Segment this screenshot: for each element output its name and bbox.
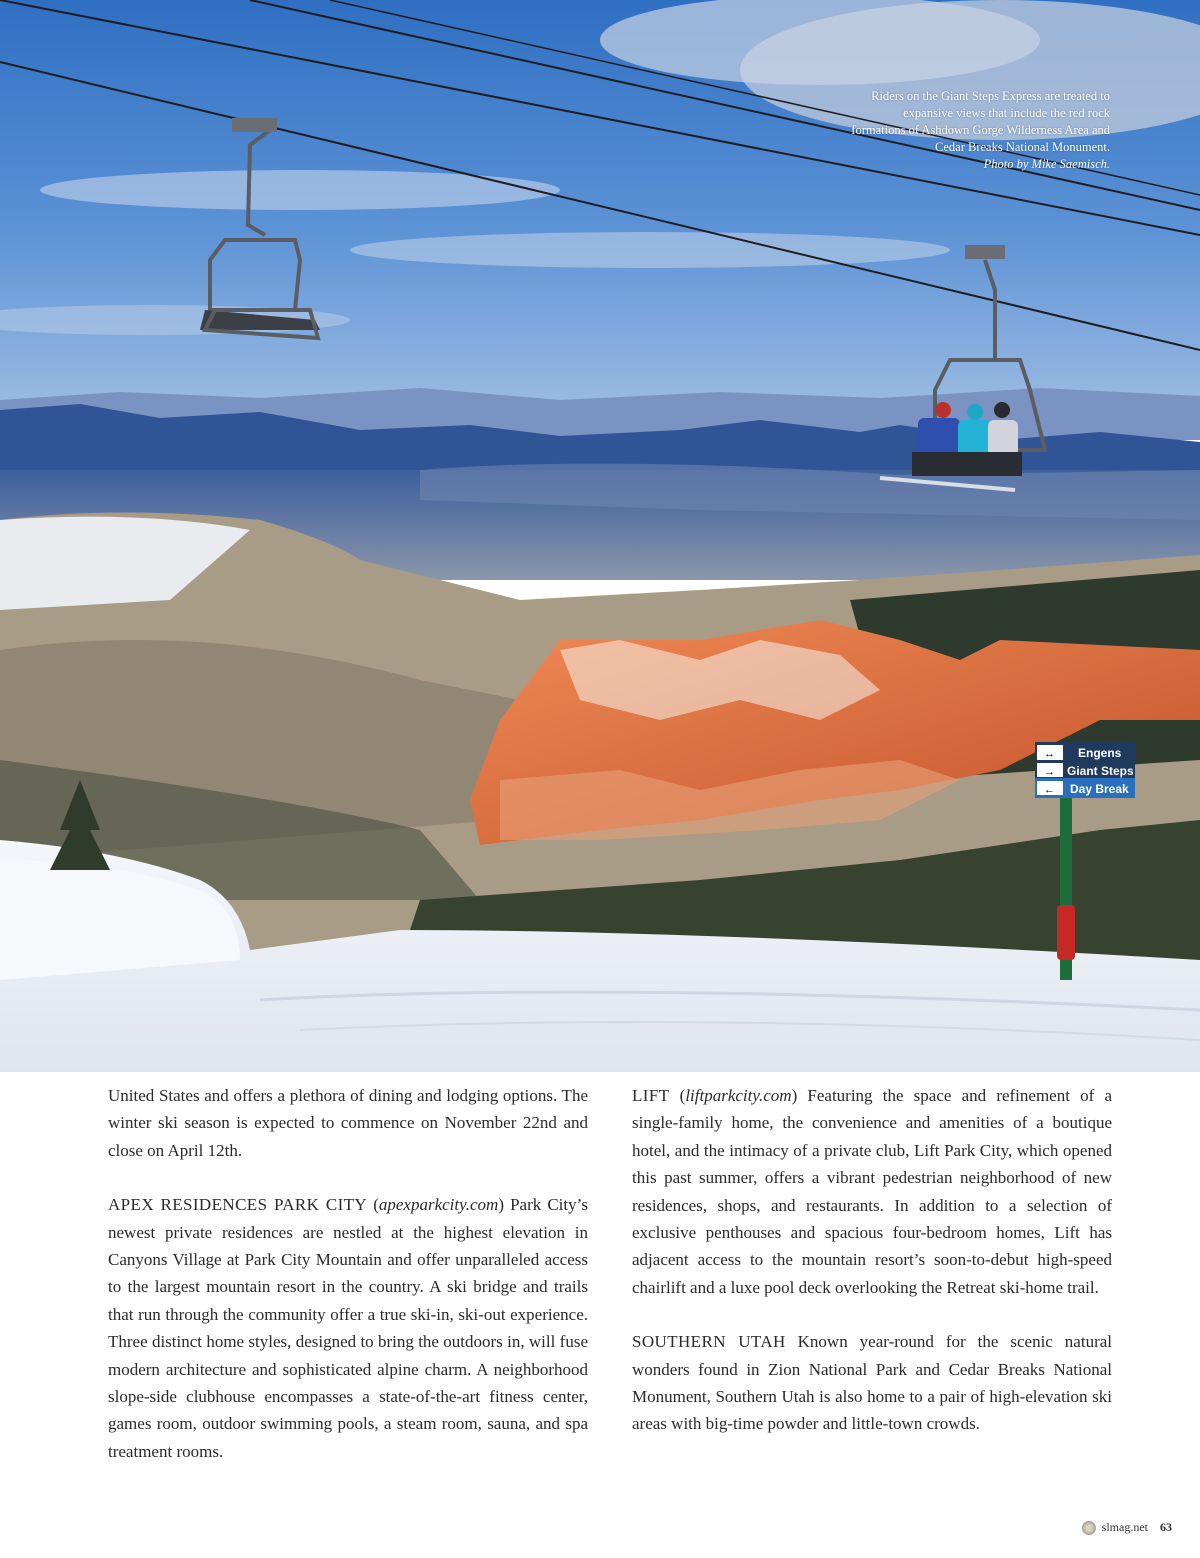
magazine-logo-icon xyxy=(1082,1521,1096,1535)
sign-day-break: Day Break xyxy=(1070,782,1129,796)
svg-text:←: ← xyxy=(1044,784,1055,796)
photo-caption xyxy=(850,88,1110,173)
sign-giant-steps: Giant Steps xyxy=(1067,764,1134,778)
southern-utah-heading: SOUTHERN UTAH xyxy=(632,1332,786,1352)
apex-paragraph: APEX RESIDENCES PARK CITY (apexparkcity.com) Park City’s newest private residences are nestled at the highest elevation in Canyons Village at Park City Mountain and offer unparalleled access to the largest mountain resort in the country. A ski bridge and trails that run through the community offer a true ski-in, ski-out experience. Three distinct home styles, designed to bring the outdoors in, will fuse modern architecture and sophisticated alpine charm. A neighborhood slope-side clubhouse encompasses a state-of-the-art fitness center, games room, outdoor swimming pools, a steam room, sauna, and spa treatment rooms. xyxy=(108,1195,588,1461)
lift-body: Featuring the space and refinement of a single-family home, the convenience and amenities of a boutique hotel, and the intimacy of a private club, Lift Park City, which opened this past summer, offers a vibrant pedestrian neighborhood of new residences, shops, and restaurants. In addition to a selection of exclusive penthouses and spacious four-bedroom homes, Lift has adjacent access to the mountain resort’s soon-to-debut high-speed chairlift and a luxe pool deck overlooking the Retreat ski-home trail. xyxy=(632,1086,1112,1297)
photo-credit: Photo by Mike Saemisch. xyxy=(983,157,1110,171)
apex-url[interactable]: apexparkcity.com xyxy=(378,1195,499,1215)
caption-text: Riders on the Giant Steps Express are treated to expansive views that include the red rock formations of Ashdown Gorge Wilderness Area and Cedar Breaks National Monument. xyxy=(851,89,1110,154)
svg-text:→: → xyxy=(1044,766,1055,778)
right-column xyxy=(632,1082,1112,1465)
page-footer xyxy=(1082,1520,1172,1535)
svg-text:↔: ↔ xyxy=(1044,748,1055,760)
southern-utah-paragraph xyxy=(632,1328,1112,1438)
page-number: 63 xyxy=(1160,1520,1172,1534)
left-column xyxy=(108,1082,588,1492)
sign-engens: Engens xyxy=(1078,746,1122,760)
intro-paragraph: United States and offers a plethora of dining and lodging options. The winter ski season is expected to commence on November 22nd and close on April 12th. xyxy=(108,1086,588,1160)
lift-paragraph: LIFT (liftparkcity.com) Featuring the space and refinement of a single-family home, the convenience and amenities of a boutique hotel, and the intimacy of a private club, Lift Park City, which opened this past summer, offers a vibrant pedestrian neighborhood of new residences, shops, and restaurants. In addition to a selection of exclusive penthouses and spacious four-bedroom homes, Lift has adjacent access to the mountain resort’s soon-to-debut high-speed chairlift and a luxe pool deck overlooking the Retreat ski-home trail. xyxy=(632,1086,1112,1297)
lift-url[interactable]: liftparkcity.com xyxy=(685,1086,792,1105)
apex-heading: APEX RESIDENCES PARK CITY xyxy=(108,1195,368,1215)
apex-body: Park City’s newest private residences are nestled at the highest elevation in Canyons Village at Park City Mountain and offer unparalleled access to the largest mountain resort in the country. A ski bridge and trails that run through the community offer a true ski-in, ski-out experience. Three distinct home styles, designed to bring the outdoors in, will fuse modern architecture and sophisticated alpine charm. A neighborhood slope-side clubhouse encompasses a state-of-the-art fitness center, games room, outdoor swimming pools, a steam room, sauna, and spa treatment rooms. xyxy=(108,1195,588,1461)
site-name[interactable]: slmag.net xyxy=(1101,1520,1148,1534)
southern-utah-body: Known year-round for the scenic natural wonders found in Zion National Park and Cedar Breaks National Monument, Southern Utah is also home to a pair of high-elevation ski areas with big-time powder and little-town crowds. xyxy=(632,1332,1112,1434)
lift-heading: LIFT xyxy=(632,1086,670,1105)
